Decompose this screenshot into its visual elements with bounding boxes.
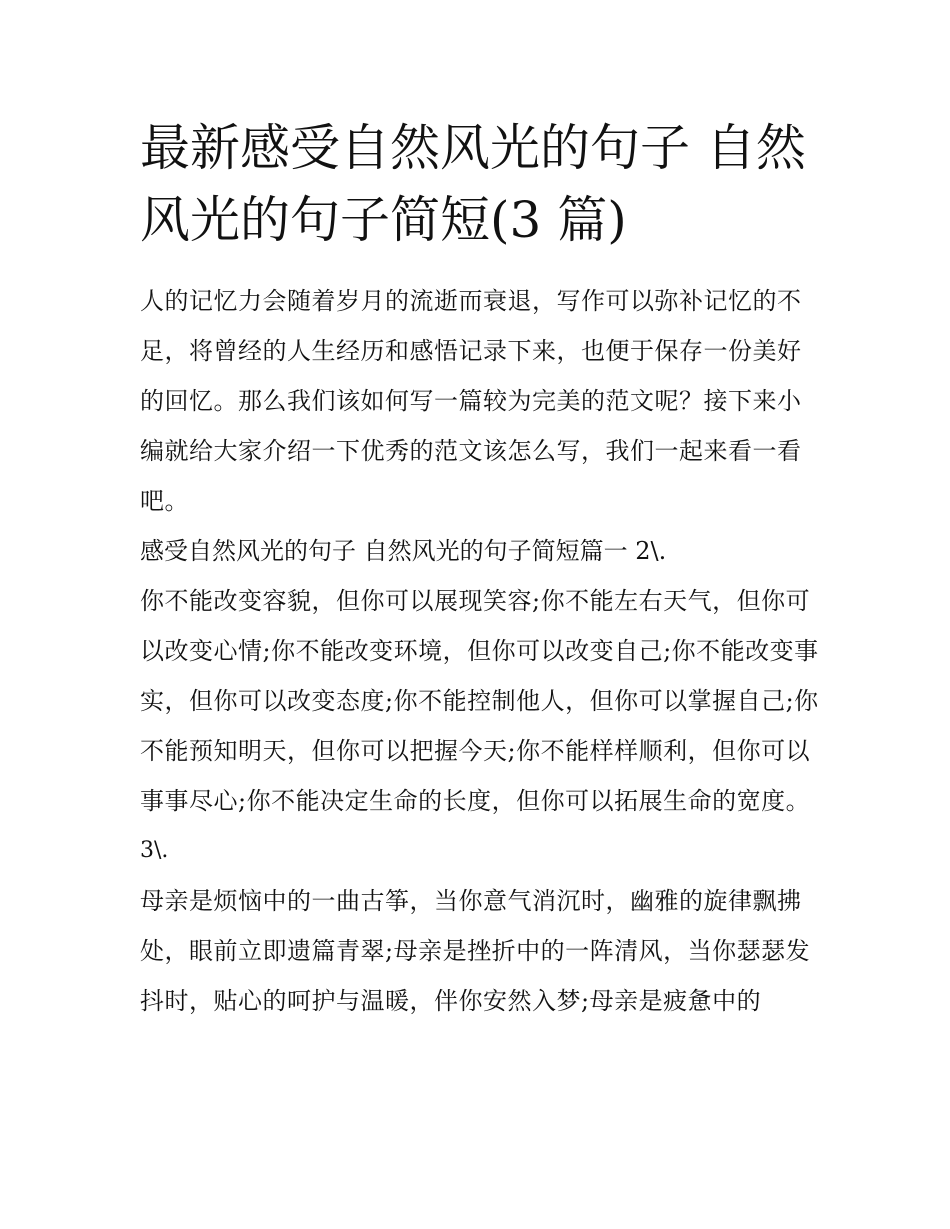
item-marker-3: 3\. xyxy=(140,838,169,863)
paragraph-2: 你不能改变容貌，但你可以展现笑容;你不能左右天气，但你可以改变心情;你不能改变环境，但你可以改变自己;你不能改变事实，但你可以改变态度;你不能控制他人，但你可以掌握自己;你不能预知明天，但你可以把握今天;你不能样样顺利，但你可以事事尽心;你不能决定生命的长度，但你可以拓展生命的宽度。 xyxy=(140,587,819,815)
intro-paragraph: 人的记忆力会随着岁月的流逝而衰退，写作可以弥补记忆的不足，将曾经的人生经历和感悟记录下来，也便于保存一份美好的回忆。那么我们该如何写一篇较为完美的范文呢？接下来小编就给大家介绍一下优秀的范文该怎么写，我们一起来看一看吧。 xyxy=(140,287,802,515)
document-title: 最新感受自然风光的句子 自然风光的句子简短(3 篇) xyxy=(140,119,806,249)
paragraph-3: 母亲是烦恼中的一曲古筝，当你意气消沉时，幽雅的旋律飘拂处，眼前立即遗篇青翠;母亲是挫折中的一阵清风，当你瑟瑟发抖时，贴心的呵护与温暖，伴你安然入梦;母亲是疲惫中的 xyxy=(140,887,811,1015)
section-heading: 感受自然风光的句子 自然风光的句子简短篇一 2\. xyxy=(140,537,667,565)
document-page xyxy=(140,112,820,1026)
